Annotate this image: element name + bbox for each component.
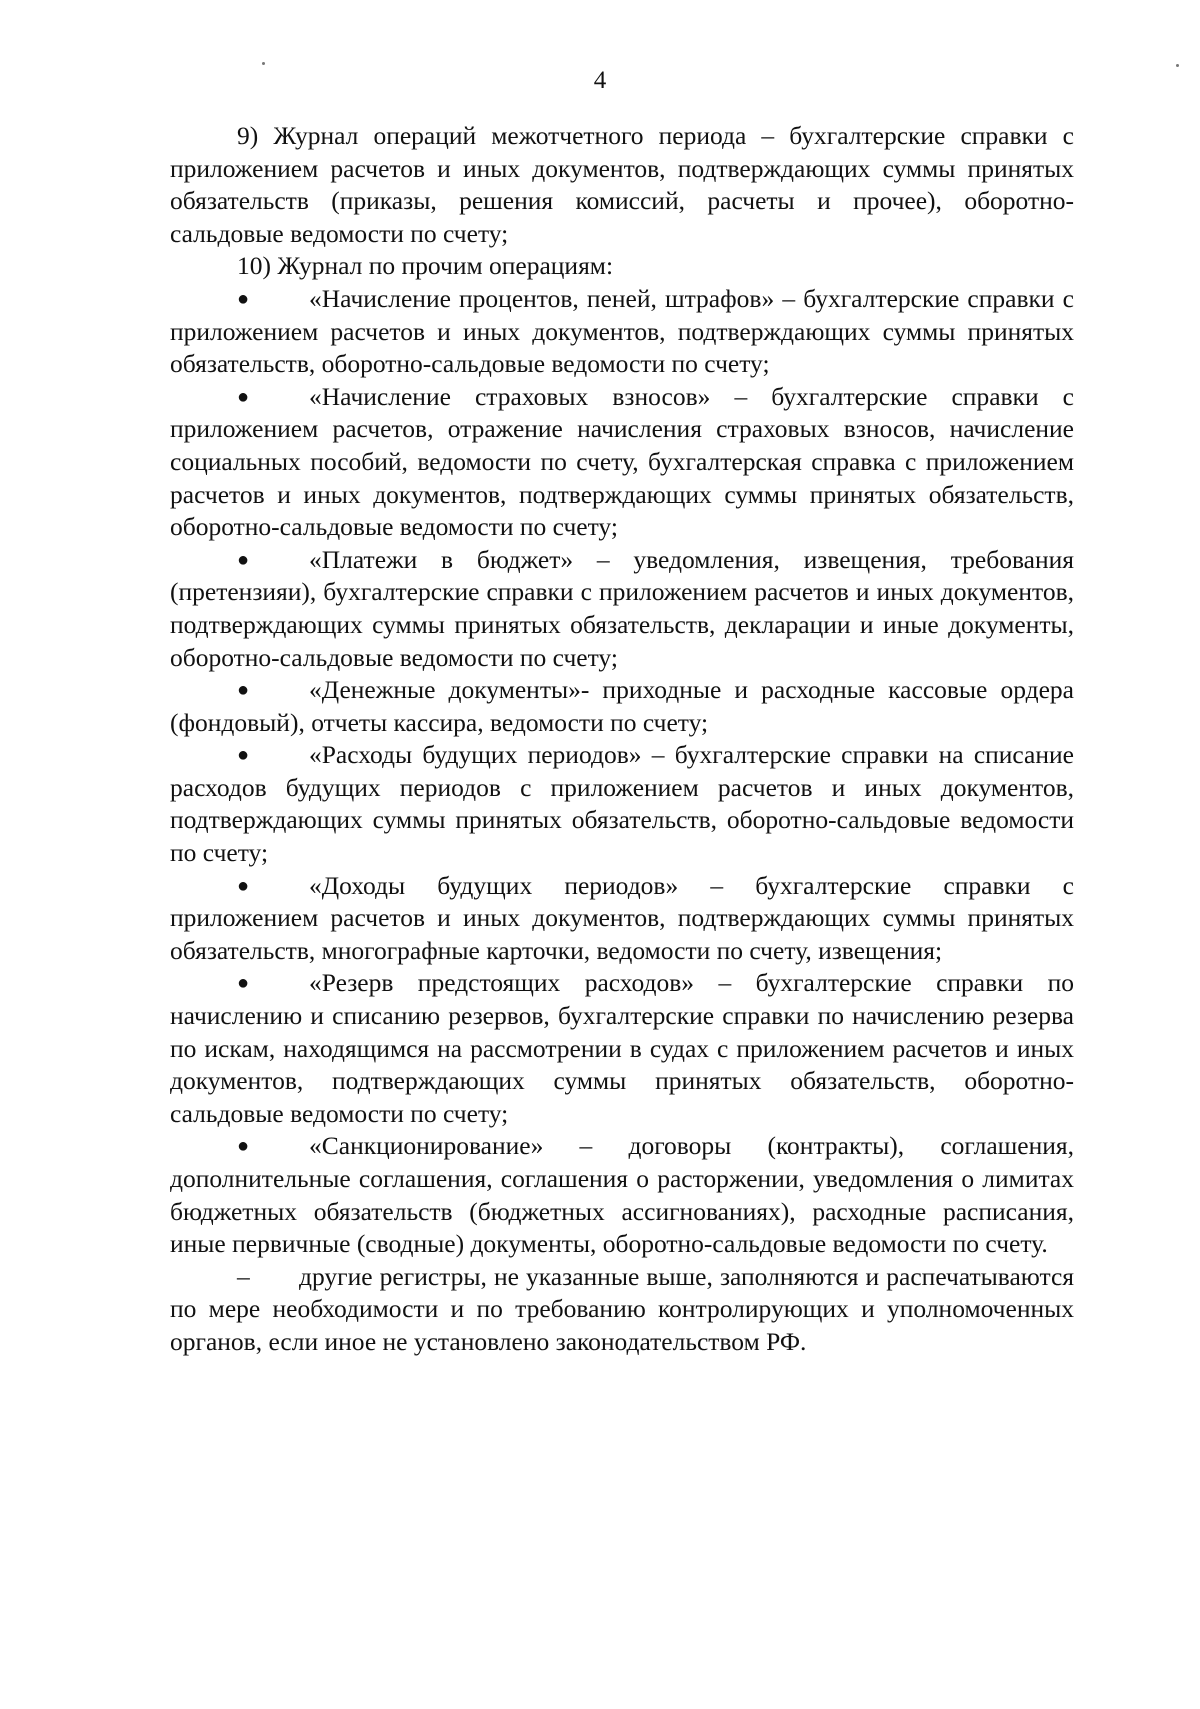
bullet-icon: ● xyxy=(237,972,250,995)
list-item xyxy=(170,544,1074,674)
bullet-icon: ● xyxy=(237,385,250,408)
list-item-text: «Начисление процентов, пеней, штрафов» – бухгалтерские справки с приложением расчетов и иных документов, подтверждающих суммы принятых обязательств, оборотно-сальдовые ведомости по счету; xyxy=(170,283,1074,379)
list-item xyxy=(170,967,1074,1130)
bullet-icon: ● xyxy=(237,679,250,702)
list-item xyxy=(170,381,1074,544)
list-item xyxy=(170,674,1074,739)
list-item xyxy=(170,1130,1074,1260)
bullet-icon: ● xyxy=(237,287,250,310)
closing-text: другие регистры, не указанные выше, заполняются и распечатываются по мере необходимости и по требованию контролирующих и уполномоченных органов, если иное не установлено законодательством РФ. xyxy=(170,1261,1074,1356)
paragraph-item-10: 10) Журнал по прочим операциям: xyxy=(237,251,614,281)
list-item xyxy=(170,283,1074,381)
page-number: 4 xyxy=(593,67,607,94)
bullet-icon: ● xyxy=(237,874,250,897)
list-item-text: «Платежи в бюджет» – уведомления, извещения, требования (претензияи), бухгалтерские справки с приложением расчетов и иных документов, подтверждающих суммы принятых обязательств, декларации и иные документы, оборотно-сальдовые ведомости по счету; xyxy=(170,544,1074,672)
bullet-icon: ● xyxy=(237,548,250,571)
closing-paragraph xyxy=(170,1261,1074,1359)
bullet-icon: ● xyxy=(237,744,250,767)
list-item-text: «Доходы будущих периодов» – бухгалтерские справки с приложением расчетов и иных документов, подтверждающих суммы принятых обязательств, многографные карточки, ведомости по счету, извещения; xyxy=(170,870,1074,965)
document-body xyxy=(170,120,1074,1359)
scan-speck xyxy=(1176,64,1179,67)
list-item-text: «Расходы будущих периодов» – бухгалтерские справки на списание расходов будущих периодов с приложением расчетов и иных документов, подтверждающих суммы принятых обязательств, оборотно-сальдовые ведомости по счету; xyxy=(170,740,1074,868)
scan-speck xyxy=(262,62,265,65)
bullet-icon: ● xyxy=(237,1135,250,1158)
dash-marker: – xyxy=(237,1261,250,1291)
list-item xyxy=(170,739,1074,869)
list-item-text: «Резерв предстоящих расходов» – бухгалтерские справки по начислению и списанию резервов, бухгалтерские справки по начислению резерва по искам, находящимся на рассмотрении в судах с приложением расчетов и иных документов, подтверждающих суммы принятых обязательств, оборотно-сальдовые ведомости по счету; xyxy=(170,968,1074,1128)
list-item xyxy=(170,870,1074,968)
list-item-text: «Начисление страховых взносов» – бухгалтерские справки с приложением расчетов, отражение начисления страховых взносов, начисление социальных пособий, ведомости по счету, бухгалтерская справка с приложением расчетов и иных документов, подтверждающих суммы принятых обязательств, оборотно-сальдовые ведомости по счету; xyxy=(170,381,1074,542)
list-item-text: «Санкционирование» – договоры (контракты), соглашения, дополнительные соглашения, соглашения о расторжении, уведомления о лимитах бюджетных обязательств (бюджетных ассигнованиях), расходные расписания, иные первичные (сводные) документы, оборотно-сальдовые ведомости по счету. xyxy=(170,1131,1074,1259)
list-item-text: «Денежные документы»- приходные и расходные кассовые ордера (фондовый), отчеты кассира, ведомости по счету; xyxy=(170,675,1074,737)
paragraph-item-9: 9) Журнал операций межотчетного периода – бухгалтерские справки с приложением расчетов и иных документов, подтверждающих суммы принятых обязательств (приказы, решения комиссий, расчеты и прочее), оборотно-сальдовые ведомости по счету; xyxy=(170,121,1074,248)
